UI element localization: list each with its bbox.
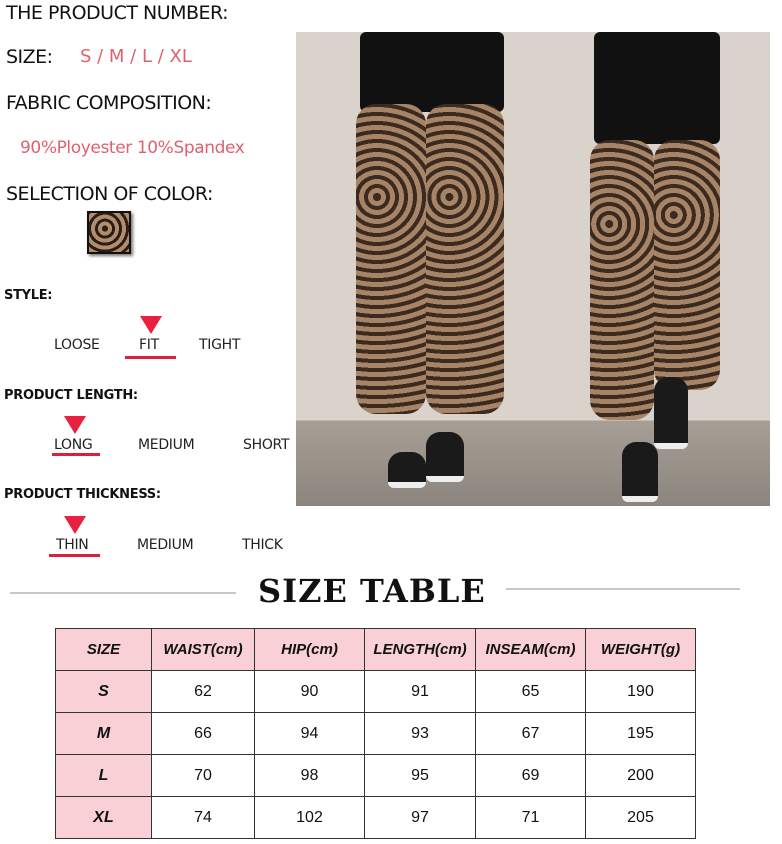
title-divider-left [10,592,236,594]
value-cell: 67 [476,713,586,755]
value-cell: 70 [152,755,255,797]
header-cell: SIZE [56,629,152,671]
product-photo [296,32,770,506]
header-cell: HIP(cm) [255,629,365,671]
thickness-selected-underline [49,554,100,557]
fabric-value: 90%Ployester 10%Spandex [20,138,245,158]
value-cell: 74 [152,797,255,839]
size-cell: L [56,755,152,797]
table-row [56,713,696,755]
value-cell: 62 [152,671,255,713]
size-cell: M [56,713,152,755]
fabric-label: FABRIC COMPOSITION: [6,92,212,114]
value-cell: 94 [255,713,365,755]
table-header-row [56,629,696,671]
length-selected-marker-icon [64,416,86,434]
style-option-loose[interactable]: LOOSE [54,337,100,353]
thickness-selected-marker-icon [64,516,86,534]
style-selected-underline [125,356,176,359]
size-value: S / M / L / XL [80,46,192,67]
value-cell: 71 [476,797,586,839]
title-divider-right [506,588,740,590]
size-cell: XL [56,797,152,839]
header-cell: LENGTH(cm) [365,629,476,671]
value-cell: 195 [586,713,696,755]
length-option-medium[interactable]: MEDIUM [138,437,195,453]
value-cell: 91 [365,671,476,713]
value-cell: 205 [586,797,696,839]
size-label: SIZE: [6,46,53,68]
thickness-label: PRODUCT THICKNESS: [4,487,161,502]
length-option-long[interactable]: LONG [54,437,93,453]
table-row [56,797,696,839]
value-cell: 95 [365,755,476,797]
style-option-tight[interactable]: TIGHT [199,337,241,353]
length-selected-underline [52,453,100,456]
thickness-option-thick[interactable]: THICK [242,537,283,553]
value-cell: 97 [365,797,476,839]
value-cell: 93 [365,713,476,755]
size-cell: S [56,671,152,713]
header-cell: WAIST(cm) [152,629,255,671]
thickness-option-thin[interactable]: THIN [56,537,89,553]
value-cell: 200 [586,755,696,797]
header-cell: WEIGHT(g) [586,629,696,671]
product-number-label: THE PRODUCT NUMBER: [6,2,229,24]
length-option-short[interactable]: SHORT [243,437,290,453]
thickness-option-medium[interactable]: MEDIUM [137,537,194,553]
leopard-color-swatch[interactable] [87,211,131,254]
value-cell: 98 [255,755,365,797]
table-row [56,671,696,713]
color-label: SELECTION OF COLOR: [6,183,213,205]
length-label: PRODUCT LENGTH: [4,388,138,403]
header-cell: INSEAM(cm) [476,629,586,671]
value-cell: 66 [152,713,255,755]
size-table-title: SIZE TABLE [258,572,486,610]
size-table [55,628,696,839]
style-option-fit[interactable]: FIT [139,337,159,353]
value-cell: 102 [255,797,365,839]
value-cell: 90 [255,671,365,713]
value-cell: 190 [586,671,696,713]
value-cell: 65 [476,671,586,713]
table-row [56,755,696,797]
style-label: STYLE: [4,288,53,303]
style-selected-marker-icon [140,316,162,334]
value-cell: 69 [476,755,586,797]
